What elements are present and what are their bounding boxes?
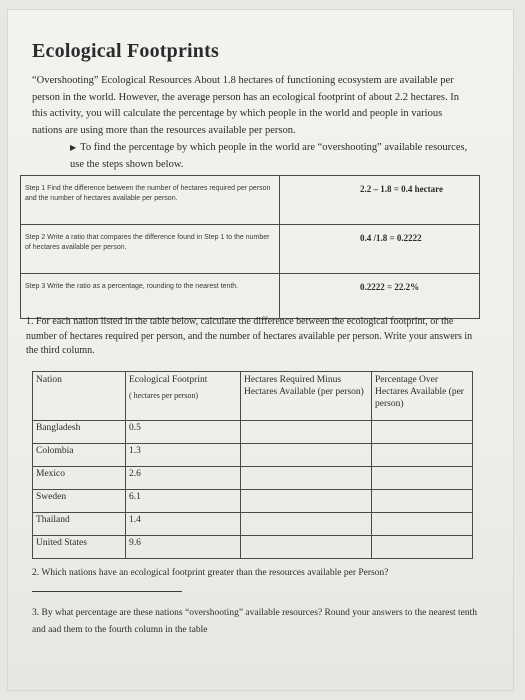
table-header-row — [33, 372, 473, 421]
instruction — [70, 140, 470, 173]
cell-nation: Colombia — [33, 444, 126, 467]
cell-footprint: 6.1 — [126, 490, 241, 513]
header-footprint-label: Ecological Footprint — [129, 375, 208, 385]
step-answer: 0.2222 = 22.2% — [280, 274, 480, 319]
worksheet-page — [8, 10, 513, 690]
step-description: Step 3 Write the ratio as a percentage, rounding to the nearest tenth. — [21, 274, 280, 319]
cell-nation: Bangladesh — [33, 421, 126, 444]
cell-percentage[interactable] — [372, 490, 473, 513]
cell-percentage[interactable] — [372, 536, 473, 559]
header-footprint-unit: ( hectares per person) — [129, 391, 199, 400]
cell-difference[interactable] — [241, 490, 372, 513]
cell-percentage[interactable] — [372, 421, 473, 444]
cell-footprint: 1.3 — [126, 444, 241, 467]
header-nation: Nation — [33, 372, 126, 421]
step-answer: 2.2 – 1.8 = 0.4 hectare — [280, 176, 480, 225]
answer-blank[interactable] — [32, 582, 182, 592]
nations-table — [32, 371, 473, 559]
steps-table — [20, 175, 480, 319]
step-row — [21, 274, 480, 319]
page-title: Ecological Footprints — [32, 40, 219, 62]
cell-difference[interactable] — [241, 536, 372, 559]
cell-nation: Mexico — [33, 467, 126, 490]
step-description: Step 2 Write a ratio that compares the difference found in Step 1 to the number of hectares available per person. — [21, 225, 280, 274]
cell-percentage[interactable] — [372, 444, 473, 467]
step-row — [21, 176, 480, 225]
cell-percentage[interactable] — [372, 467, 473, 490]
table-row — [33, 421, 473, 444]
cell-nation: Sweden — [33, 490, 126, 513]
table-row — [33, 444, 473, 467]
cell-footprint: 9.6 — [126, 536, 241, 559]
cell-difference[interactable] — [241, 513, 372, 536]
cell-footprint: 1.4 — [126, 513, 241, 536]
arrow-bullet-icon: ▶ — [70, 143, 77, 152]
cell-footprint: 0.5 — [126, 421, 241, 444]
cell-difference[interactable] — [241, 467, 372, 490]
question-1: 1. For each nation listed in the table below, calculate the difference between the ecological footprint, or the number of hectares required per person, and the number of hectares available per person. Write your answers in the third column. — [26, 316, 473, 356]
question-3: 3. By what percentage are these nations “overshooting” available resources? Round your answers to the nearest tenth and aad them to the fourth column in the table — [32, 608, 478, 635]
step-row — [21, 225, 480, 274]
cell-footprint: 2.6 — [126, 467, 241, 490]
step-answer: 0.4 /1.8 = 0.2222 — [280, 225, 480, 274]
instruction-text: To find the percentage by which people in the world are “overshooting” available resources, use the steps shown below. — [70, 142, 468, 170]
table-row — [33, 467, 473, 490]
table-row — [33, 490, 473, 513]
table-row — [33, 536, 473, 559]
intro-paragraph: “Overshooting” Ecological Resources About 1.8 hectares of functioning ecosystem are available per person in the world. However, the average person has an ecological footprint of about 2.2 hectares. In this activity, you will calculate the percentage by which people in the world and people in various nations are using more than the resources available per person. — [32, 75, 460, 136]
header-difference: Hectares Required Minus Hectares Available (per person) — [241, 372, 372, 421]
header-footprint — [126, 372, 241, 421]
cell-nation: United States — [33, 536, 126, 559]
question-2 — [32, 565, 492, 599]
questions-block — [32, 565, 492, 639]
header-percentage: Percentage Over Hectares Available (per person) — [372, 372, 473, 421]
question-2-text: 2. Which nations have an ecological footprint greater than the resources available per Person? — [32, 568, 389, 578]
step-description: Step 1 Find the difference between the number of hectares required per person and the number of hectares available per person. — [21, 176, 280, 225]
cell-difference[interactable] — [241, 444, 372, 467]
table-row — [33, 513, 473, 536]
cell-difference[interactable] — [241, 421, 372, 444]
cell-nation: Thailand — [33, 513, 126, 536]
cell-percentage[interactable] — [372, 513, 473, 536]
